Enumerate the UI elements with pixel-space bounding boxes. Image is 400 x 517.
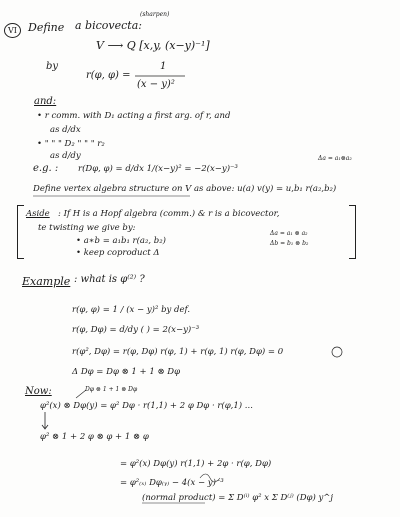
by-formula: r(φ, φ) = <box>86 70 131 81</box>
now-line1: φ²(x) ⊗ Dφ(y) = φ² Dφ · r(1,1) + 2 φ Dφ · r(φ,1) ... <box>40 401 253 411</box>
and-line2b: as d/dy <box>50 151 81 161</box>
example-line2: r(φ, Dφ) = d/dy ( ) = 2(x−y)⁻³ <box>72 325 200 335</box>
section-title: Define <box>28 21 65 34</box>
now-line4: = φ²₍ₓ₎ Dφ₍ᵧ₎ − 4(x − y)⁻³ <box>120 478 224 488</box>
eg-side-top: Δa = a₁⊗a₂ <box>318 155 352 162</box>
example-label: Example <box>22 275 71 288</box>
and-line1b: as d/dx <box>50 125 81 135</box>
by-frac-num: 1 <box>160 61 167 72</box>
eg-formula: r(Dφ, φ) = d/dx 1/(x−y)² = −2(x−y)⁻³ <box>78 164 238 174</box>
aside-line3: • a∗b = a₁b₁ r(a₂, b₂) <box>76 236 166 246</box>
aside-line4: • keep coproduct Δ <box>76 248 160 258</box>
aside-line1: : If H is a Hopf algebra (comm.) & r is a bicovector, <box>58 209 280 219</box>
aside-line2: te twisting we give by: <box>38 223 136 233</box>
bicovector-map: V ⟶ Q [x,y, (x−y)⁻¹] <box>96 39 210 52</box>
example-line3: r(φ², Dφ) = r(φ, Dφ) r(φ, 1) + r(φ, 1) r(φ, Dφ) = 0 <box>72 347 284 357</box>
example-question: : what is φ⁽²⁾ ? <box>74 274 145 285</box>
note-above-title: (sharpen) <box>140 11 170 18</box>
scribble-mark <box>200 474 220 482</box>
example-line1: r(φ, φ) = 1 / (x − y)² by def. <box>72 305 191 315</box>
and-line1: • r comm. with D₁ acting a first arg. of r, and <box>37 111 231 121</box>
example-line4: Δ Dφ = Dφ ⊗ 1 + 1 ⊗ Dφ <box>72 367 181 377</box>
aside-side1: Δa = a₁ ⊗ a₂ <box>270 230 308 237</box>
now-above: Dφ ⊗ 1 + 1 ⊗ Dφ <box>85 386 138 393</box>
and-label: and: <box>34 96 57 107</box>
by-frac-den: (x − y)² <box>137 79 175 90</box>
now-label: Now: <box>25 386 52 397</box>
and-line2: • " " " D₂ " " " r₂ <box>37 139 105 149</box>
section-title-word: a bicovecta: <box>75 19 142 32</box>
aside-side2: Δb = b₁ ⊗ b₂ <box>270 240 309 247</box>
now-up-arrow <box>76 390 86 398</box>
zero-circle <box>332 347 342 357</box>
aside-label: Aside <box>26 209 50 219</box>
now-line2: φ² ⊗ 1 + 2 φ ⊗ φ + 1 ⊗ φ <box>40 432 149 442</box>
section-number-circle: VI <box>4 23 21 38</box>
eg-label: e.g. : <box>33 163 59 174</box>
now-line3: = φ²(x) Dφ(y) r(1,1) + 2φ · r(φ, Dφ) <box>120 459 272 469</box>
vertex-line: Define vertex algebra structure on V as above: u(a) v(y) = u,b₁ r(a₂,b₂) <box>33 184 337 194</box>
now-foot: (normal product) = Σ D⁽ⁱ⁾ φ² x Σ D⁽ʲ⁾ (Dφ) y^j <box>142 493 334 503</box>
by-label: by <box>46 61 59 72</box>
